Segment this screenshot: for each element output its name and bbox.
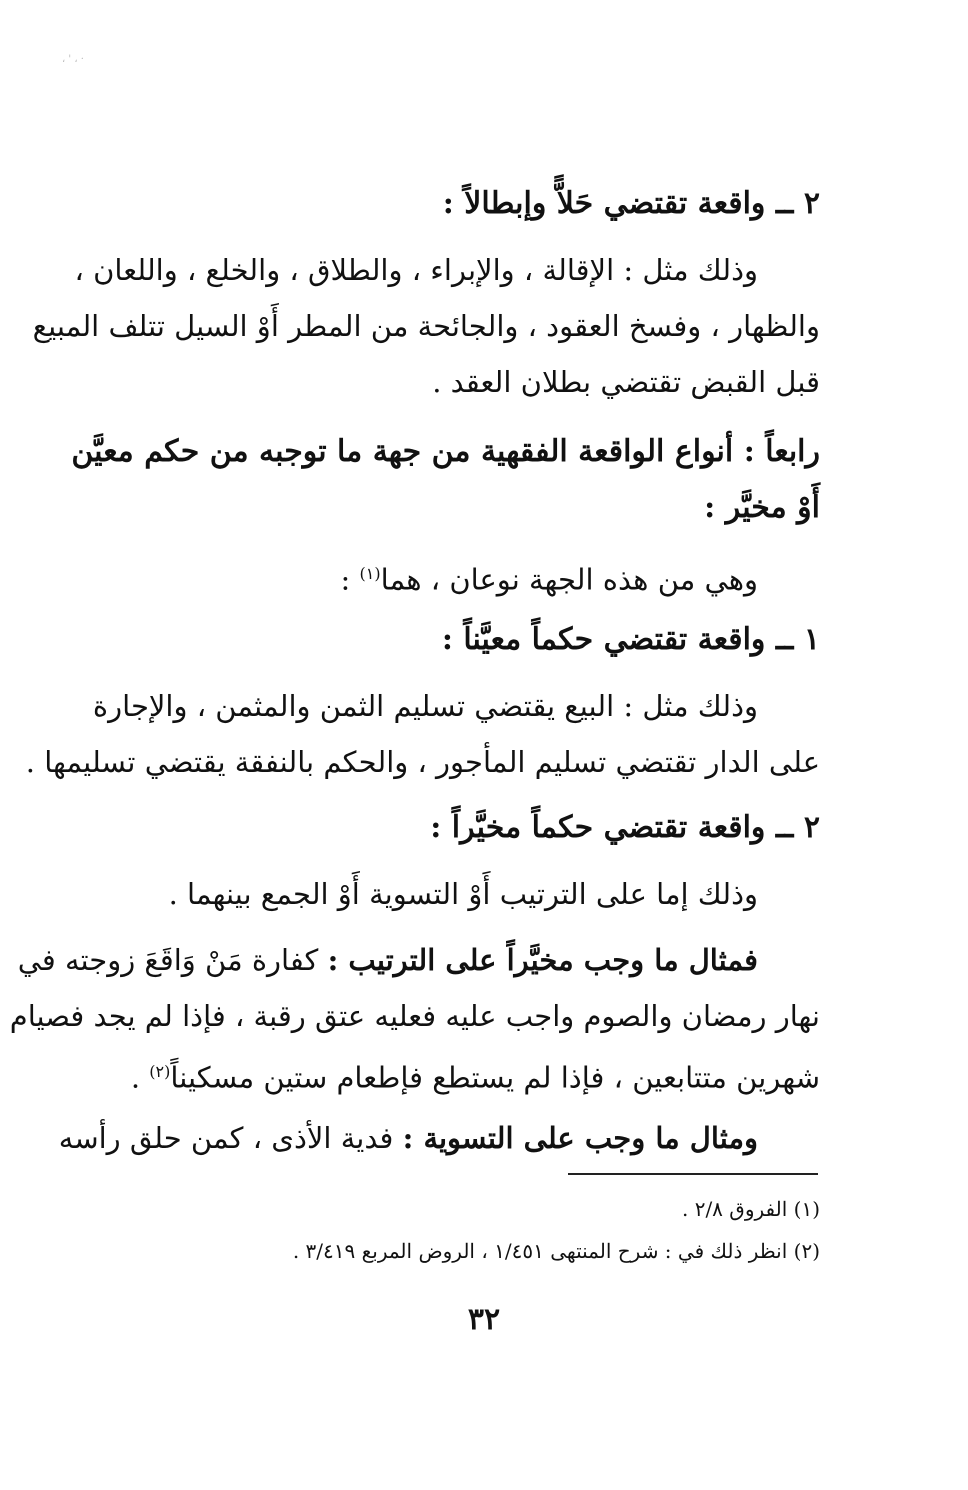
paragraph-line: وذلك مثل : البيع يقتضي تسليم الثمن والمثمن ، والإجارة [92,689,758,723]
footnote-ref-1: (١) [359,564,381,583]
text-run: شهرين متتابعين ، فإذا لم يستطع فإطعام ستين مسكيناً [170,1060,820,1095]
text-run: . [130,1060,150,1095]
paragraph-line: على الدار تقتضي تسليم المأجور ، والحكم بالنفقة يقتضي تسليمها . [25,745,820,779]
bold-run: فمثال ما وجب مخيَّراً على الترتيب : [327,943,758,977]
paragraph-line: والظهار ، وفسخ العقود ، والجائحة من المطر أَوْ السيل تتلف المبيع [32,309,820,343]
paragraph-line: نهار رمضان والصوم واجب عليه فعليه عتق رقبة ، فإذا لم يجد فصيام [9,999,820,1033]
footnotes [120,1188,820,1272]
paragraph-line [120,1044,820,1100]
paragraph-line: وذلك مثل : الإقالة ، والإبراء ، والطلاق ، والخلع ، واللعان ، [74,253,758,287]
scan-marks: ، ' ، · [62,54,84,65]
text-run: وهي من هذه الجهة نوعان ، هما [380,562,758,597]
paragraph-line [58,1110,820,1166]
footnote-1: (١) الفروق ٢/٨ . [681,1197,820,1221]
section-heading-fourth-cont: أَوْ مخيَّر : [704,490,820,525]
text-run: كفارة مَنْ وَاقَعَ زوجته في [17,943,328,977]
heading-item-2-annulment: ٢ ــ واقعة تقتضي حَلاًّ وإبطالاً : [442,186,820,221]
section-heading-fourth: رابعاً : أنواع الواقعة الفقهية من جهة ما توجبه من حكم معيَّن [71,434,820,469]
body-text [9,176,820,1166]
bold-run: ومثال ما وجب على التسوية : [402,1121,758,1155]
text-run: فدية الأذى ، كمن حلق رأسه [58,1121,403,1155]
heading-item-2-optional: ٢ ــ واقعة تقتضي حكماً مخيَّراً : [430,810,820,845]
footnote-separator [568,1173,818,1175]
page-number: ٣٢ [467,1302,501,1337]
paragraph-line: قبل القبض تقتضي بطلان العقد . [432,365,820,399]
paragraph-line [17,932,820,988]
text-run: : [340,562,360,597]
paragraph-line [120,546,820,602]
footnote-2: (٢) انظر ذلك في : شرح المنتهى ١/٤٥١ ، الروض المربع ٣/٤١٩ . [292,1239,820,1263]
footnote-ref-2: (٢) [149,1062,171,1081]
paragraph-line: وذلك إما على الترتيب أَوْ التسوية أَوْ الجمع بينهما . [168,877,758,911]
heading-item-1-specific: ١ ــ واقعة تقتضي حكماً معيَّناً : [441,622,820,657]
